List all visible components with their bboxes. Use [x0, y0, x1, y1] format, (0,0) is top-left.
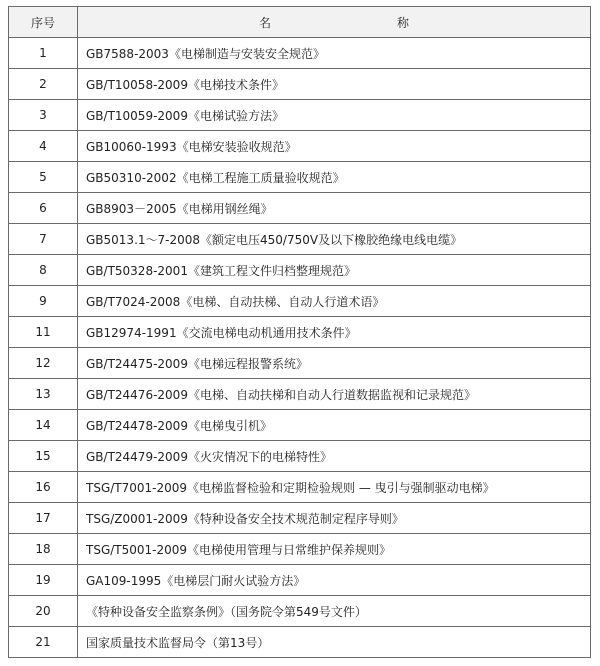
row-serial-number: 19: [9, 565, 78, 596]
row-standard-name: TSG/T7001-2009《电梯监督检验和定期检验规则 — 曳引与强制驱动电梯》: [78, 472, 591, 503]
standards-table: [8, 6, 591, 658]
row-standard-name: GA109-1995《电梯层门耐火试验方法》: [78, 565, 591, 596]
row-serial-number: 5: [9, 162, 78, 193]
row-serial-number: 18: [9, 534, 78, 565]
table-row: [9, 472, 591, 503]
table-row: [9, 534, 591, 565]
row-serial-number: 13: [9, 379, 78, 410]
table-row: [9, 410, 591, 441]
row-standard-name: GB10060-1993《电梯安装验收规范》: [78, 131, 591, 162]
table-row: [9, 131, 591, 162]
row-serial-number: 3: [9, 100, 78, 131]
row-standard-name: GB/T24479-2009《火灾情况下的电梯特性》: [78, 441, 591, 472]
row-standard-name: GB/T50328-2001《建筑工程文件归档整理规范》: [78, 255, 591, 286]
table-row: [9, 224, 591, 255]
row-standard-name: GB/T24478-2009《电梯曳引机》: [78, 410, 591, 441]
table-row: [9, 286, 591, 317]
row-standard-name: GB/T24476-2009《电梯、自动扶梯和自动人行道数据监视和记录规范》: [78, 379, 591, 410]
row-serial-number: 7: [9, 224, 78, 255]
table-body: [9, 38, 591, 658]
row-standard-name: GB/T7024-2008《电梯、自动扶梯、自动人行道术语》: [78, 286, 591, 317]
table-row: [9, 596, 591, 627]
table-row: [9, 317, 591, 348]
row-serial-number: 16: [9, 472, 78, 503]
row-standard-name: GB12974-1991《交流电梯电动机通用技术条件》: [78, 317, 591, 348]
row-serial-number: 11: [9, 317, 78, 348]
header-name-label: 名 称: [259, 15, 409, 30]
row-serial-number: 12: [9, 348, 78, 379]
table-row: [9, 100, 591, 131]
header-name: [78, 7, 591, 38]
table-row: [9, 162, 591, 193]
row-standard-name: GB8903－2005《电梯用钢丝绳》: [78, 193, 591, 224]
row-standard-name: GB/T10058-2009《电梯技术条件》: [78, 69, 591, 100]
row-serial-number: 1: [9, 38, 78, 69]
row-standard-name: GB/T10059-2009《电梯试验方法》: [78, 100, 591, 131]
row-standard-name: 《特种设备安全监察条例》（国务院令第549号文件）: [78, 596, 591, 627]
table-row: [9, 193, 591, 224]
row-serial-number: 8: [9, 255, 78, 286]
header-serial-number: 序号: [9, 7, 78, 38]
row-standard-name: GB7588-2003《电梯制造与安装安全规范》: [78, 38, 591, 69]
row-serial-number: 17: [9, 503, 78, 534]
row-serial-number: 14: [9, 410, 78, 441]
row-standard-name: GB5013.1～7-2008《额定电压450/750V及以下橡胶绝缘电线电缆》: [78, 224, 591, 255]
table-row: [9, 255, 591, 286]
table-row: [9, 69, 591, 100]
row-standard-name: GB/T24475-2009《电梯远程报警系统》: [78, 348, 591, 379]
table-row: [9, 348, 591, 379]
row-standard-name: TSG/T5001-2009《电梯使用管理与日常维护保养规则》: [78, 534, 591, 565]
row-serial-number: 4: [9, 131, 78, 162]
table-row: [9, 441, 591, 472]
row-standard-name: GB50310-2002《电梯工程施工质量验收规范》: [78, 162, 591, 193]
row-standard-name: 国家质量技术监督局令（第13号）: [78, 627, 591, 658]
row-serial-number: 21: [9, 627, 78, 658]
row-serial-number: 6: [9, 193, 78, 224]
row-standard-name: TSG/Z0001-2009《特种设备安全技术规范制定程序导则》: [78, 503, 591, 534]
table-row: [9, 565, 591, 596]
table-row: [9, 379, 591, 410]
row-serial-number: 2: [9, 69, 78, 100]
row-serial-number: 20: [9, 596, 78, 627]
table-row: [9, 503, 591, 534]
row-serial-number: 9: [9, 286, 78, 317]
table-header-row: [9, 7, 591, 38]
table-row: [9, 627, 591, 658]
row-serial-number: 15: [9, 441, 78, 472]
table-row: [9, 38, 591, 69]
